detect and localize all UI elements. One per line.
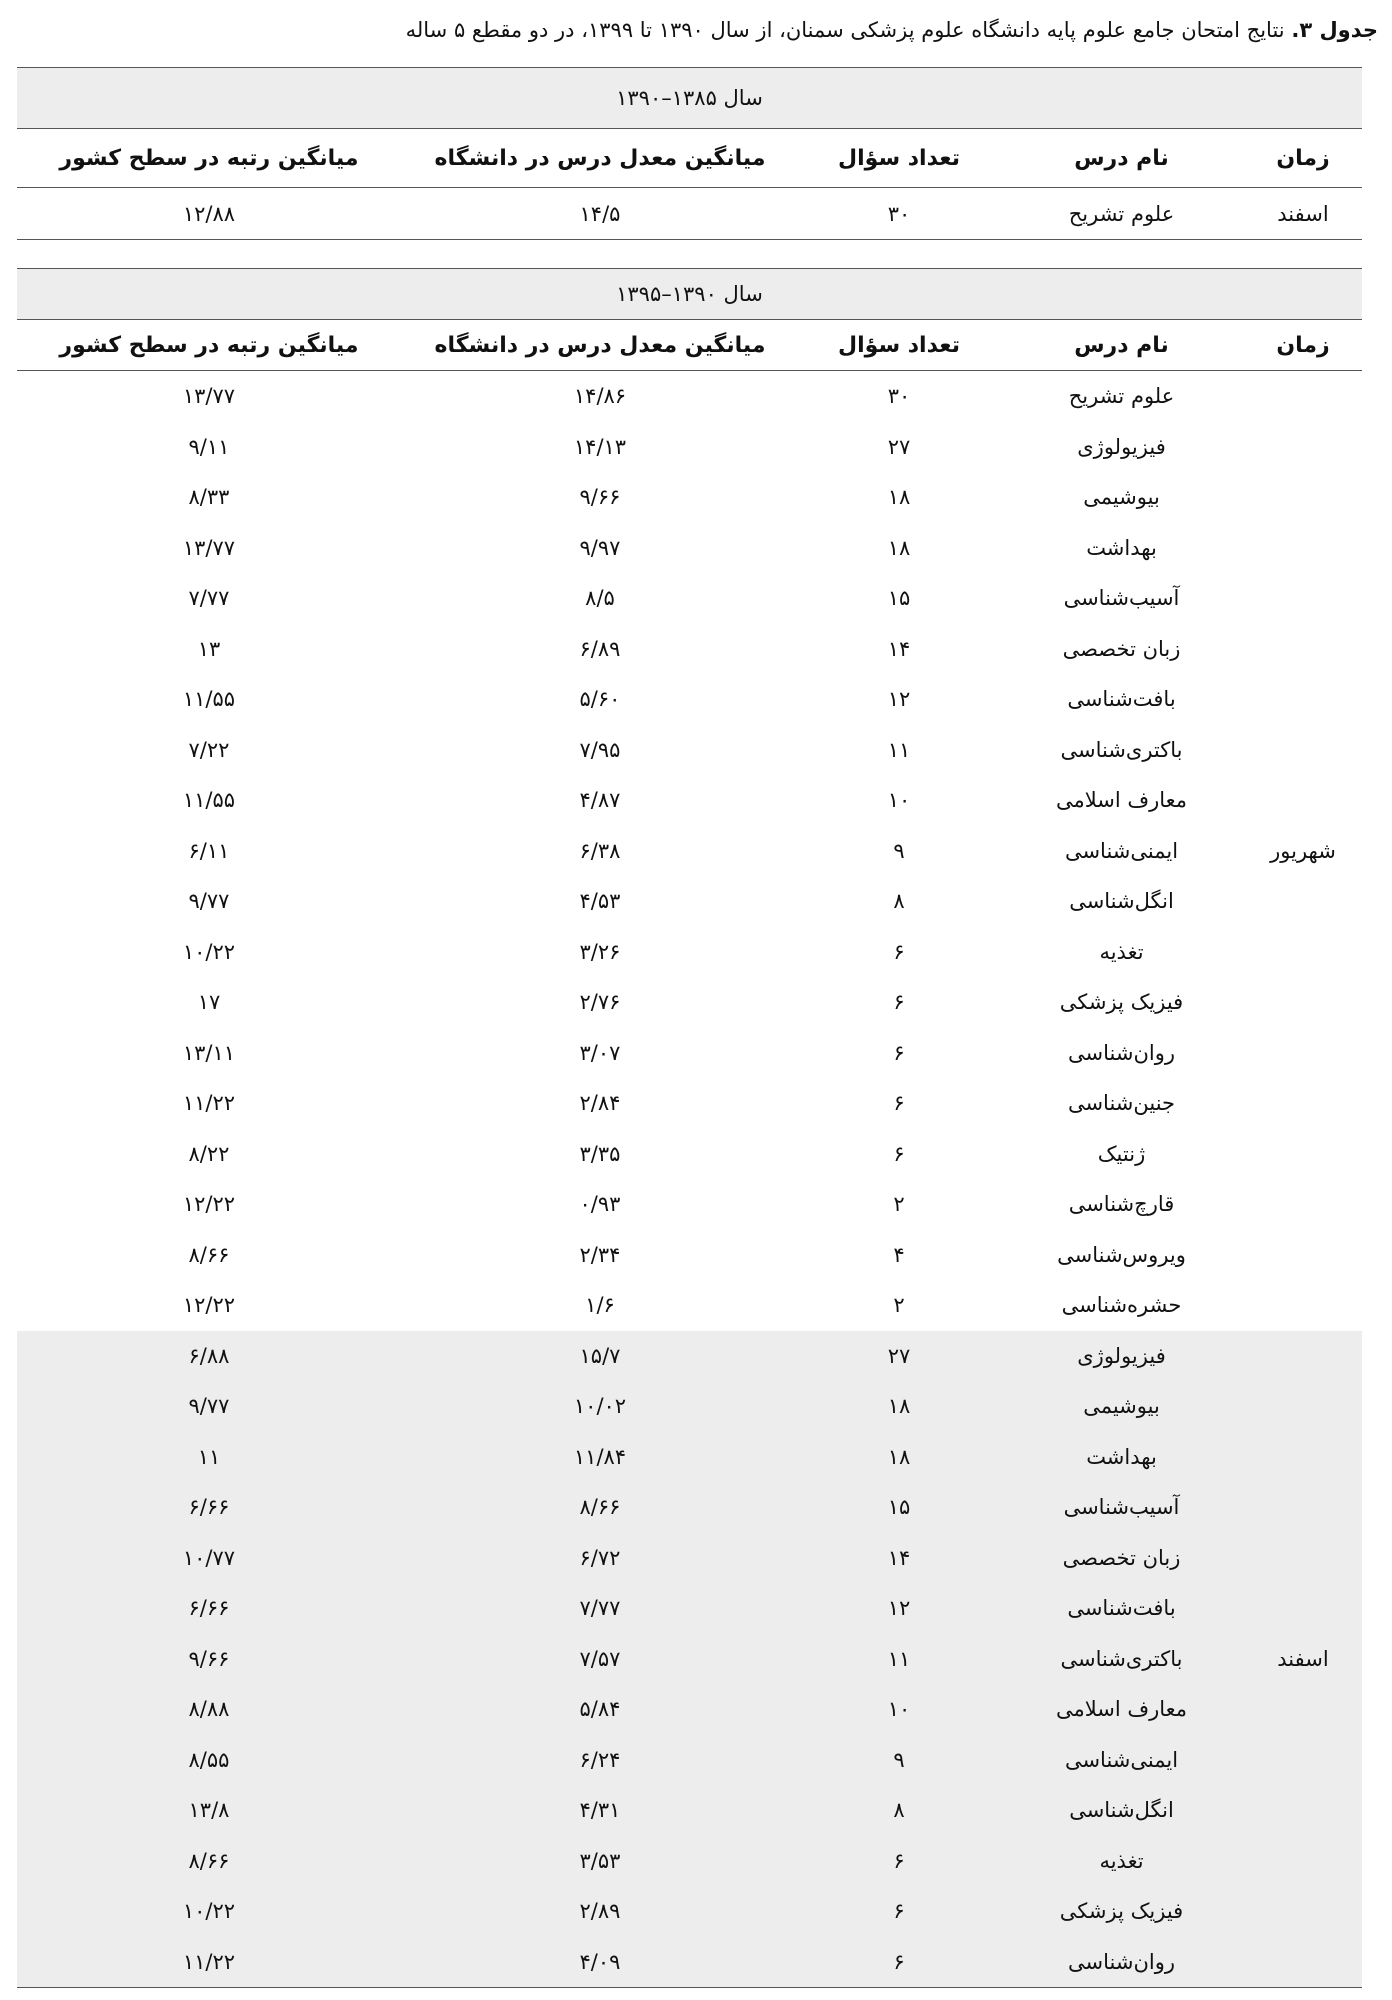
course-cell: روان‌شناسی xyxy=(1068,1040,1175,1065)
course-cell: بهداشت xyxy=(999,1432,1244,1483)
count-cell: ۲۷ xyxy=(799,1331,999,1382)
rank-cell: ۱۲/۲۲ xyxy=(182,1192,236,1217)
rank-cell: ۷/۷۷ xyxy=(188,586,230,611)
table-row xyxy=(17,775,1362,826)
mean-cell: ۳/۰۷ xyxy=(579,1040,621,1065)
mean-cell: ۶/۲۴ xyxy=(401,1735,799,1786)
mean-cell: ۱۴/۵ xyxy=(401,188,799,240)
rank-cell: ۹/۷۷ xyxy=(188,889,230,914)
period-row xyxy=(17,269,1362,320)
course-cell: انگل‌شناسی xyxy=(1069,889,1174,914)
count-cell: ۶ xyxy=(893,1040,905,1065)
rank-cell: ۱۲/۸۸ xyxy=(17,188,401,240)
mean-cell: ۷/۷۷ xyxy=(401,1583,799,1634)
mean-cell: ۷/۹۵ xyxy=(579,737,621,762)
mean-cell: ۴/۳۱ xyxy=(401,1785,799,1836)
course-cell: ویروس‌شناسی xyxy=(1057,1242,1186,1267)
count-cell: ۶ xyxy=(893,1141,905,1166)
rank-cell: ۱۳/۱۱ xyxy=(182,1040,236,1065)
count-cell: ۱۸ xyxy=(887,535,911,560)
period-2-body xyxy=(17,269,1362,1988)
table-row xyxy=(17,1280,1362,1331)
rank-cell: ۹/۷۷ xyxy=(17,1381,401,1432)
rank-cell: ۱۱/۵۵ xyxy=(182,788,236,813)
count-cell: ۱۸ xyxy=(799,1432,999,1483)
count-cell: ۱۵ xyxy=(799,1482,999,1533)
rank-cell: ۱۱ xyxy=(17,1432,401,1483)
rank-cell: ۱۰/۲۲ xyxy=(182,939,236,964)
rank-cell: ۸/۲۲ xyxy=(188,1141,230,1166)
rank-cell: ۱۱/۲۲ xyxy=(17,1937,401,1988)
table-row xyxy=(17,624,1362,675)
table-row xyxy=(17,371,1362,422)
rank-cell: ۱۳/۷۷ xyxy=(182,384,236,409)
period-label: سال ۱۳۸۵–۱۳۹۰ xyxy=(17,68,1362,129)
mean-cell: ۹/۹۷ xyxy=(579,535,621,560)
course-cell: انگل‌شناسی xyxy=(999,1785,1244,1836)
header-rank: میانگین رتبه در سطح کشور xyxy=(17,129,401,188)
course-cell: قارچ‌شناسی xyxy=(1068,1192,1175,1217)
course-cell: بافت‌شناسی xyxy=(1067,687,1176,712)
rank-cell: ۶/۶۶ xyxy=(17,1482,401,1533)
count-cell: ۱۸ xyxy=(799,1381,999,1432)
table-row xyxy=(17,1886,1362,1937)
rank-cell: ۸/۳۳ xyxy=(188,485,230,510)
mean-cell: ۱۵/۷ xyxy=(401,1331,799,1382)
mean-cell: ۸/۶۶ xyxy=(401,1482,799,1533)
count-cell: ۴ xyxy=(893,1242,905,1267)
rank-cell: ۸/۶۶ xyxy=(17,1836,401,1887)
rank-cell: ۱۰/۷۷ xyxy=(17,1533,401,1584)
rank-cell: ۱۰/۲۲ xyxy=(17,1886,401,1937)
count-cell: ۶ xyxy=(893,1091,905,1116)
count-cell: ۱۱ xyxy=(799,1634,999,1685)
count-cell: ۲۷ xyxy=(887,434,911,459)
mean-cell: ۴/۵۳ xyxy=(579,889,621,914)
course-cell: بیوشیمی xyxy=(999,1381,1244,1432)
mean-cell: ۹/۶۶ xyxy=(579,485,621,510)
count-cell: ۳۰ xyxy=(887,384,911,409)
header-count: تعداد سؤال xyxy=(799,320,999,371)
period-row xyxy=(17,68,1362,129)
course-cell: علوم تشریح xyxy=(999,188,1244,240)
course-cell: فیزیک پزشکی xyxy=(999,1886,1244,1937)
count-cell: ۸ xyxy=(799,1785,999,1836)
course-cell: فیزیولوژی xyxy=(1077,434,1166,459)
header-row xyxy=(17,129,1362,188)
header-mean: میانگین معدل درس در دانشگاه xyxy=(401,129,799,188)
table-row xyxy=(17,1735,1362,1786)
period-1-body xyxy=(17,68,1362,240)
header-rank: میانگین رتبه در سطح کشور xyxy=(17,320,401,371)
count-cell: ۲ xyxy=(893,1192,905,1217)
count-cell: ۸ xyxy=(893,889,905,914)
header-mean: میانگین معدل درس در دانشگاه xyxy=(401,320,799,371)
count-cell: ۱۸ xyxy=(887,485,911,510)
mean-cell: ۰/۹۳ xyxy=(579,1192,621,1217)
count-cell: ۲ xyxy=(893,1293,905,1318)
mean-cell: ۱/۶ xyxy=(585,1293,615,1318)
course-cell: معارف اسلامی xyxy=(1055,788,1188,813)
table-row xyxy=(17,1836,1362,1887)
course-cell: ایمنی‌شناسی xyxy=(999,1735,1244,1786)
course-cell: روان‌شناسی xyxy=(999,1937,1244,1988)
course-cell: بافت‌شناسی xyxy=(999,1583,1244,1634)
rank-cell: ۸/۶۶ xyxy=(188,1242,230,1267)
course-cell: آسیب‌شناسی xyxy=(1063,586,1180,611)
header-count: تعداد سؤال xyxy=(799,129,999,188)
table-row xyxy=(17,1432,1362,1483)
mean-cell: ۳/۵۳ xyxy=(401,1836,799,1887)
table-row xyxy=(17,422,1362,473)
mean-cell: ۴/۰۹ xyxy=(401,1937,799,1988)
table-row xyxy=(17,876,1362,927)
mean-cell: ۴/۸۷ xyxy=(579,788,621,813)
course-cell: حشره‌شناسی xyxy=(1061,1293,1182,1318)
table-row xyxy=(17,977,1362,1028)
count-cell: ۹ xyxy=(893,838,905,863)
course-cell: جنین‌شناسی xyxy=(1067,1091,1176,1116)
mean-cell: ۲/۷۶ xyxy=(579,990,621,1015)
course-cell: باکتری‌شناسی xyxy=(999,1634,1244,1685)
table-row xyxy=(17,1533,1362,1584)
table-row xyxy=(17,1078,1362,1129)
count-cell: ۶ xyxy=(799,1886,999,1937)
table-row xyxy=(17,1583,1362,1634)
rank-cell: ۸/۵۵ xyxy=(17,1735,401,1786)
table-row xyxy=(17,1634,1362,1685)
count-cell: ۶ xyxy=(799,1836,999,1887)
course-cell: زبان تخصصی xyxy=(1062,636,1181,661)
course-cell: بیوشیمی xyxy=(1083,485,1160,510)
rank-cell: ۷/۲۲ xyxy=(188,737,230,762)
course-cell: باکتری‌شناسی xyxy=(1060,737,1183,762)
table-row xyxy=(17,1785,1362,1836)
table-row xyxy=(17,1482,1362,1533)
rank-cell: ۱۱/۲۲ xyxy=(182,1091,236,1116)
course-cell: تغذیه xyxy=(999,1836,1244,1887)
count-cell: ۹ xyxy=(799,1735,999,1786)
mean-cell: ۵/۸۴ xyxy=(401,1684,799,1735)
caption-text: نتایج امتحان جامع علوم پایه دانشگاه علوم پزشکی سمنان، از سال ۱۳۹۰ تا ۱۳۹۹، در دو مقطع ۵ ساله xyxy=(405,18,1292,42)
period-label: سال ۱۳۹۰–۱۳۹۵ xyxy=(17,269,1362,320)
count-cell: ۱۴ xyxy=(799,1533,999,1584)
results-table-period-1 xyxy=(17,67,1362,240)
count-cell: ۱۵ xyxy=(887,586,911,611)
table-row xyxy=(17,1331,1362,1382)
course-cell: فیزیولوژی xyxy=(999,1331,1244,1382)
table-row xyxy=(17,1028,1362,1079)
course-cell: ژنتیک xyxy=(1097,1141,1146,1166)
header-course: نام درس xyxy=(999,320,1244,371)
header-time: زمان xyxy=(1244,129,1362,188)
count-cell: ۳۰ xyxy=(799,188,999,240)
table-row xyxy=(17,1381,1362,1432)
table-row xyxy=(17,674,1362,725)
header-time: زمان xyxy=(1244,320,1362,371)
rank-cell: ۶/۸۸ xyxy=(17,1331,401,1382)
mean-cell: ۳/۲۶ xyxy=(579,939,621,964)
rank-cell: ۶/۱۱ xyxy=(188,838,230,863)
mean-cell: ۲/۸۴ xyxy=(579,1091,621,1116)
table-row xyxy=(17,1684,1362,1735)
count-cell: ۱۲ xyxy=(887,687,911,712)
table-caption xyxy=(14,12,1378,48)
mean-cell: ۱۱/۸۴ xyxy=(401,1432,799,1483)
time-cell: اسفند xyxy=(1244,188,1362,240)
header-row xyxy=(17,320,1362,371)
rank-cell: ۶/۶۶ xyxy=(17,1583,401,1634)
count-cell: ۶ xyxy=(893,939,905,964)
count-cell: ۱۱ xyxy=(887,737,911,762)
rank-cell: ۱۳/۸ xyxy=(17,1785,401,1836)
mean-cell: ۲/۸۹ xyxy=(401,1886,799,1937)
table-row xyxy=(17,523,1362,574)
count-cell: ۱۰ xyxy=(887,788,911,813)
rank-cell: ۱۳/۷۷ xyxy=(182,535,236,560)
course-cell: ایمنی‌شناسی xyxy=(1064,838,1179,863)
count-cell: ۱۰ xyxy=(799,1684,999,1735)
table-row xyxy=(17,472,1362,523)
table-row xyxy=(17,1179,1362,1230)
course-cell: معارف اسلامی xyxy=(999,1684,1244,1735)
count-cell: ۱۲ xyxy=(799,1583,999,1634)
mean-cell: ۶/۳۸ xyxy=(579,838,621,863)
mean-cell: ۳/۳۵ xyxy=(579,1141,621,1166)
mean-cell: ۶/۷۲ xyxy=(401,1533,799,1584)
course-cell: علوم تشریح xyxy=(1068,384,1175,409)
mean-cell: ۱۴/۸۶ xyxy=(573,384,627,409)
rank-cell: ۹/۶۶ xyxy=(17,1634,401,1685)
course-cell: آسیب‌شناسی xyxy=(999,1482,1244,1533)
table-row xyxy=(17,725,1362,776)
rank-cell: ۱۳ xyxy=(197,636,221,661)
table-row xyxy=(17,826,1362,877)
rank-cell: ۹/۱۱ xyxy=(188,434,230,459)
course-cell: فیزیک پزشکی xyxy=(1059,990,1184,1015)
course-cell: تغذیه xyxy=(1099,939,1144,964)
mean-cell: ۱۰/۰۲ xyxy=(401,1381,799,1432)
caption-label: جدول ۳. xyxy=(1291,18,1378,42)
rank-cell: ۱۱/۵۵ xyxy=(182,687,236,712)
time-cell: اسفند xyxy=(1244,1331,1362,1988)
table-row xyxy=(17,927,1362,978)
count-cell: ۶ xyxy=(893,990,905,1015)
mean-cell: ۸/۵ xyxy=(585,586,615,611)
mean-cell: ۷/۵۷ xyxy=(401,1634,799,1685)
count-cell: ۱۴ xyxy=(887,636,911,661)
table-row xyxy=(17,1937,1362,1988)
rank-cell: ۸/۸۸ xyxy=(17,1684,401,1735)
mean-cell: ۵/۶۰ xyxy=(579,687,621,712)
table-row xyxy=(17,573,1362,624)
table-row xyxy=(17,1230,1362,1281)
mean-cell: ۶/۸۹ xyxy=(579,636,621,661)
course-cell: زبان تخصصی xyxy=(999,1533,1244,1584)
table-row xyxy=(17,188,1362,240)
table-row xyxy=(17,1129,1362,1180)
header-course: نام درس xyxy=(999,129,1244,188)
mean-cell: ۱۴/۱۳ xyxy=(573,434,627,459)
mean-cell: ۲/۳۴ xyxy=(579,1242,621,1267)
results-table-period-2 xyxy=(17,268,1362,1988)
time-cell: شهریور xyxy=(1244,371,1362,1331)
rank-cell: ۱۲/۲۲ xyxy=(182,1293,236,1318)
count-cell: ۶ xyxy=(799,1937,999,1988)
rank-cell: ۱۷ xyxy=(197,990,221,1015)
course-cell: بهداشت xyxy=(1086,535,1157,560)
